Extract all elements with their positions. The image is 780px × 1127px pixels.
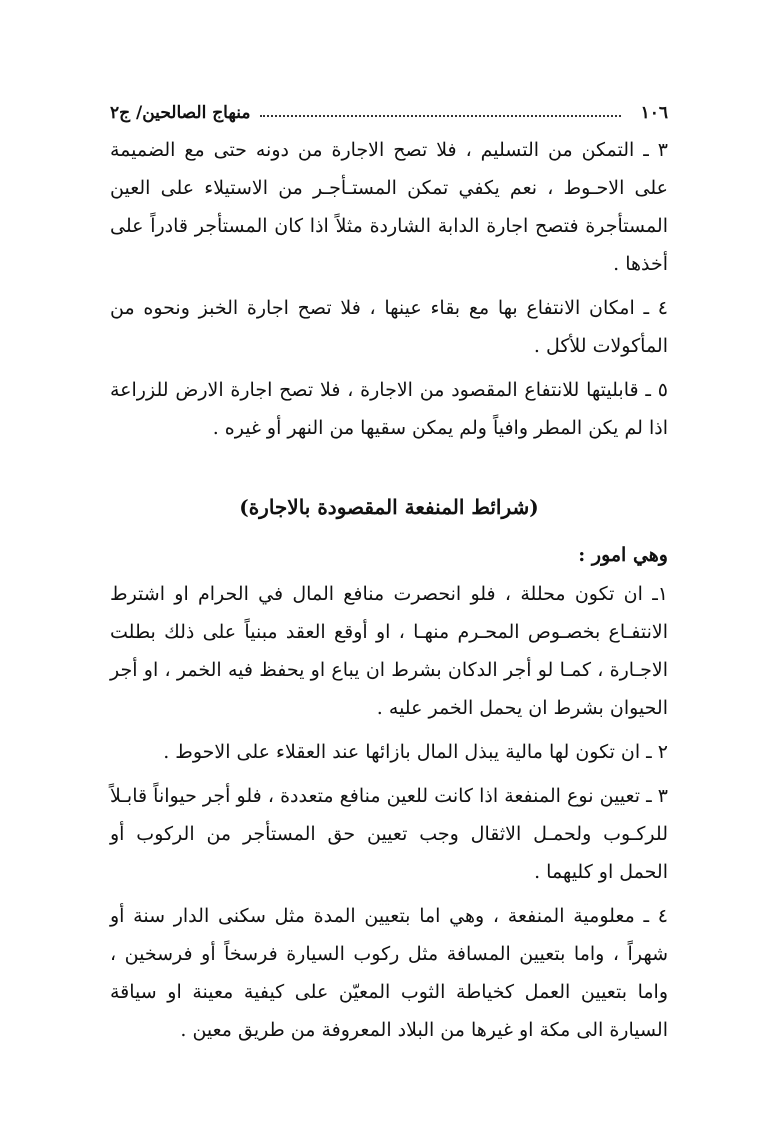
header-leader-dots xyxy=(260,115,620,117)
page-number: ١٠٦ xyxy=(640,103,668,123)
book-page xyxy=(110,95,668,1049)
running-header xyxy=(110,95,668,131)
section-item-4: ٤ ـ معلومية المنفعة ، وهي اما بتعيين المدة مثل سكنى الدار سنة أو شهراً ، واما بتعيين المسافة مثل ركوب السيارة فرسخاً أو فرسخين ، واما بتعيين العمل كخياطة الثوب المعيّن على كيفية معينة او سياقة السيارة الى مكة او غيرها من البلاد المعروفة من طريق معين . xyxy=(110,905,668,1041)
paragraph-condition-4: ٤ ـ امكان الانتفاع بها مع بقاء عينها ، فلا تصح اجارة الخبز ونحوه من المأكولات للأكل . xyxy=(110,297,668,357)
paragraph-condition-5: ٥ ـ قابليتها للانتفاع المقصود من الاجارة ، فلا تصح اجارة الارض للزراعة اذا لم يكن المطر وافياً ولم يمكن سقيها من النهر أو غيره . xyxy=(110,379,668,439)
section-item-3: ٣ ـ تعيين نوع المنفعة اذا كانت للعين منافع متعددة ، فلو أجر حيواناً قابـلاً للركـوب ولحمـل الاثقال وجب تعيين حق المستأجر من الركوب أو الحمل او كليهما . xyxy=(110,785,668,883)
section-intro: وهي امور : xyxy=(578,544,668,566)
section-item-2: ٢ ـ ان تكون لها مالية يبذل المال بازائها عند العقلاء على الاحوط . xyxy=(163,741,668,763)
section-heading: (شرائط المنفعة المقصودة بالاجارة) xyxy=(239,495,539,519)
paragraph-condition-3: ٣ ـ التمكن من التسليم ، فلا تصح الاجارة من دونه حتى مع الضميمة على الاحـوط ، نعم يكفي تمكن المستـأجـر من الاستيلاء على العين المستأجرة فتصح اجارة الدابة الشاردة مثلاً اذا كان المستأجر قادراً على أخذها . xyxy=(110,139,668,275)
book-title: منهاج الصالحين/ ج٢ xyxy=(110,103,251,123)
section-item-1: ١ـ ان تكون محللة ، فلو انحصرت منافع المال في الحرام او اشترط الانتفـاع بخصـوص المحـرم منهـا ، او أوقع العقد مبنياً على ذلك بطلت الاجـارة ، كمـا لو أجر الدكان بشرط ان يباع او يحفظ فيه الخمر ، او أجر الحيوان بشرط ان يحمل الخمر عليه . xyxy=(110,583,668,719)
